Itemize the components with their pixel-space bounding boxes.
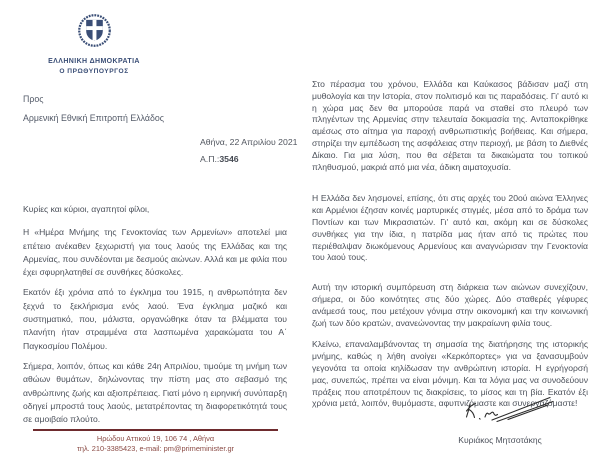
hellenic-coat-of-arms-icon <box>76 12 113 54</box>
salutation: Κυρίες και κύριοι, αγαπητοί φίλοι, <box>23 204 150 214</box>
letter-body-right-column <box>312 79 588 410</box>
paragraph: Η «Ημέρα Μνήμης της Γενοκτονίας των Αρμενίων» αποτελεί μια επέτειο ανέκαθεν ξεχωριστή για τους λαούς της Ελλάδας και της Αρμενίας, που συνδέονται με δεσμούς αιώνων. Αλλά και με φιλία που έχει σφυρηλατηθεί σε συνθήκες δύσκολες. <box>23 227 287 278</box>
protocol-number: 3546 <box>219 154 239 164</box>
letterhead-office: Ο ΠΡΩΘΥΠΟΥΡΓΟΣ <box>59 68 129 75</box>
recipient-to-label: Προς <box>23 94 44 104</box>
paragraph: Σήμερα, λοιπόν, όπως και κάθε 24η Απριλίου, τιμούμε τη μνήμη των αθώων θυμάτων, δηλώνοντας την πίστη μας στο σεβασμό της ανθρώπινης ζωής και αξιοπρέπειας. Γιατί μόνο η ειρηνική συνύπαρξη οδηγεί μπροστά τους λαούς, μετατρέποντας τη διαφορετικότητά τους σε αμοιβαίο πλούτο. <box>23 360 287 425</box>
date-protocol-block <box>200 137 298 164</box>
paragraph: Στο πέρασμα του χρόνου, Ελλάδα και Καύκασος βάδισαν μαζί στη μυθολογία και την Ιστορία, στον πολιτισμό και τις παραδόσεις. Γι' αυτό κι η χώρα μας δεν θα μπορούσε παρά να σταθεί στο πλευρό των πληγέντων της Αρμενίας στην τελευταία δοκιμασία της. Ανταποκρίθηκε αμέσως στο αίτημα για παροχή ανθρωπιστικής βοήθειας. Και σήμερα, στηρίζει την εμπέδωση της ασφάλειας στην περιοχή, με βάση το Διεθνές Δίκαιο. Για μια λύση, που θα σέβεται τα δικαιώματα του τοπικού πληθυσμού, μακριά από μια νέα, άδικη αιματοχυσία. <box>312 79 588 172</box>
recipient-block <box>23 94 164 123</box>
paragraph: Εκατόν έξι χρόνια από το έγκλημα του 1915, η ανθρωπότητα δεν ξεχνά το ξεκλήρισμα ενός λαού. Ένα έγκλημα μαζικό και συστηματικό, που, μάλιστα, οργανώθηκε όταν τα βλέμματα του πλανήτη ήταν στραμμένα στα λασπωμένα χαρακώματα του Α΄ Παγκοσμίου Πολέμου. <box>23 287 287 351</box>
footer-address: Ηρώδου Αττικού 19, 106 74 , Αθήνα <box>96 434 215 443</box>
handwritten-signature-icon <box>462 394 558 426</box>
footer-contact: τηλ. 210-3385423, e-mail: pm@primeminister.gr <box>76 444 235 453</box>
protocol-label: Α.Π.: <box>200 154 220 164</box>
signer-name: Κυριάκος Μητσοτάκης <box>458 435 542 445</box>
paragraph: Αυτή την ιστορική συμπόρευση στη διάρκεια των αιώνων συνεχίζουν, σήμερα, οι δύο κοινότητες στις δύο χώρες. Δύο σταθερές γέφυρες ανάμεσά τους, που μετέχουν γόνιμα στην οικονομική και την κοινωνική ζωή των δύο κρατών, ανανεώνοντας την μακραίωνη φιλία τους. <box>312 282 588 328</box>
protocol-line <box>200 154 298 164</box>
letterhead <box>23 12 165 75</box>
letter-body-left-column <box>23 203 287 426</box>
paragraph: Η Ελλάδα δεν λησμονεί, επίσης, ότι στις αρχές του 20ού αιώνα Έλληνες και Αρμένιοι έζησαν κοινές μαρτυρικές στιγμές, μέσα από το δράμα των Ποντίων και των Μικρασιατών. Γι' αυτό και, ακόμη και σε δύσκολες συνθήκες για την ίδια, η πατρίδα μας ήταν από τις πρώτες που περιέθαλψαν διωκόμενους Αρμενίους και αναγνώρισαν την Γενοκτονία του λαού τους. <box>312 193 588 263</box>
recipient-name: Αρμενική Εθνική Επιτροπή Ελλάδος <box>23 113 164 123</box>
dateline: Αθήνα, 22 Απριλίου 2021 <box>200 137 298 147</box>
paragraph: Κλείνω, επαναλαμβάνοντας τη σημασία της διατήρησης της ιστορικής μνήμης, καθώς η λήθη ανοίγει «Κερκόπορτες» για να ξανασυμβούν γεγονότα τα οποία κηλίδωσαν την ανθρώπινη ιστορία. Η εγρήγορσή μας, συνεπώς, πρέπει να είναι μόνιμη. Και τα λόγια μας να συνοδεύουν πράξεις που αποτρέπουν τις διακρίσεις, το μίσος και τη βία. Εκατόν έξι χρόνια μετά, λοιπόν, θυμόμαστε, αφυπνιζόμαστε και συνεργαζόμαστε! <box>312 339 588 409</box>
letterhead-footer <box>33 429 278 454</box>
letterhead-republic: ΕΛΛΗΝΙΚΗ ΔΗΜΟΚΡΑΤΙΑ <box>48 58 140 65</box>
